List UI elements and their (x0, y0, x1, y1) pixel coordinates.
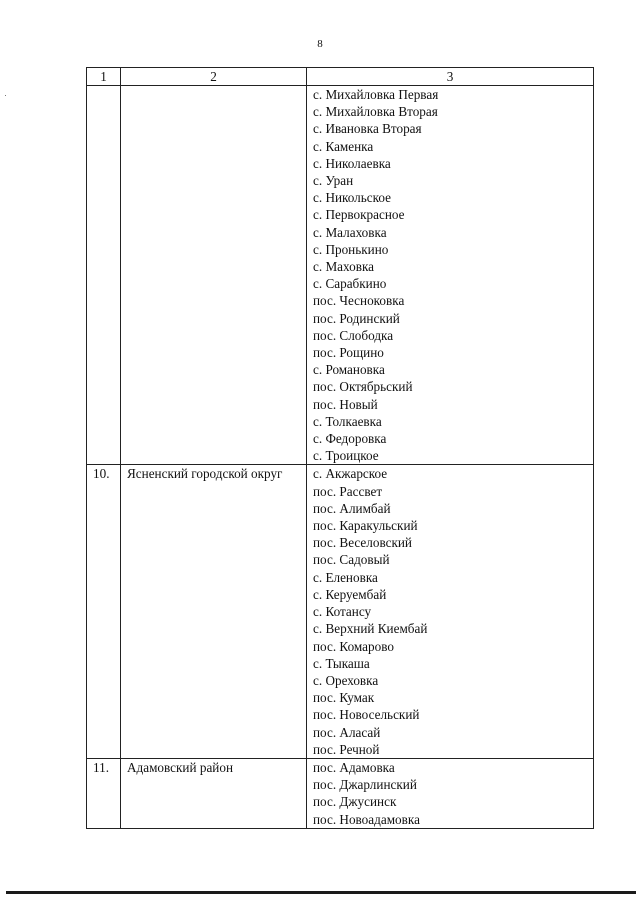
settlement-item: с. Котансу (313, 604, 372, 620)
settlements-cell (307, 758, 594, 828)
district-name (121, 86, 307, 465)
settlement-item: с. Маховка (313, 259, 374, 275)
settlement-item: пос. Комарово (313, 638, 394, 654)
settlement-item: с. Никольское (313, 190, 391, 206)
table-row (87, 86, 594, 465)
settlement-item: пос. Веселовский (313, 535, 412, 551)
header-col-3: 3 (307, 68, 594, 86)
settlement-item: пос. Рощино (313, 345, 384, 361)
settlement-item: с. Еленовка (313, 569, 378, 585)
settlement-item: с. Акжарское (313, 466, 388, 482)
settlement-item: пос. Аласай (313, 724, 381, 740)
row-number (87, 86, 121, 465)
settlement-item: пос. Новосельский (313, 707, 420, 723)
settlement-item: с. Малаховка (313, 224, 387, 240)
page-number: 8 (317, 38, 323, 50)
district-name: Адамовский район (121, 758, 307, 828)
settlement-item: с. Михайловка Первая (313, 87, 439, 102)
settlement-item: пос. Рассвет (313, 483, 383, 499)
settlement-item: с. Федоровка (313, 431, 387, 447)
settlement-item: пос. Новоадамовка (313, 811, 420, 827)
settlement-item: пос. Адамовка (313, 759, 395, 775)
settlement-item: пос. Слободка (313, 327, 394, 343)
settlement-item: пос. Кумак (313, 690, 375, 706)
header-col-2: 2 (121, 68, 307, 86)
row-number: 11. (87, 758, 121, 828)
settlement-item: с. Николаевка (313, 155, 391, 171)
settlement-item: пос. Каракульский (313, 518, 418, 534)
settlement-item: с. Троицкое (313, 448, 379, 464)
settlements-cell (307, 86, 594, 465)
table-row (87, 758, 594, 828)
settlement-item: с. Толкаевка (313, 413, 382, 429)
settlement-item: с. Керуембай (313, 586, 387, 602)
settlement-item: пос. Родинский (313, 310, 400, 326)
settlement-item: пос. Новый (313, 396, 378, 412)
settlement-item: с. Верхний Киембай (313, 621, 428, 637)
settlement-item: пос. Джусинск (313, 794, 397, 810)
settlement-item: пос. Садовый (313, 552, 390, 568)
settlement-item: с. Сарабкино (313, 276, 387, 292)
settlement-item: с. Первокрасное (313, 207, 405, 223)
table-header-row (87, 68, 594, 86)
settlement-item: с. Тыкаша (313, 655, 370, 671)
settlement-item: с. Романовка (313, 362, 385, 378)
settlement-item: с. Ивановка Вторая (313, 121, 422, 137)
header-col-1: 1 (87, 68, 121, 86)
settlement-item: пос. Речной (313, 741, 380, 757)
settlement-item: пос. Джарлинский (313, 777, 417, 793)
settlement-item: с. Каменка (313, 138, 374, 154)
settlement-item: с. Ореховка (313, 672, 379, 688)
row-number: 10. (87, 465, 121, 758)
settlement-item: с. Пронькино (313, 241, 389, 257)
table-row (87, 465, 594, 758)
settlements-cell (307, 465, 594, 758)
settlement-item: пос. Алимбай (313, 500, 391, 516)
margin-mark (5, 95, 6, 96)
settlement-item: пос. Чесноковка (313, 293, 405, 309)
settlement-item: пос. Октябрьский (313, 379, 413, 395)
settlement-item: с. Уран (313, 173, 354, 189)
district-name: Ясненский городской округ (121, 465, 307, 758)
bottom-rule (6, 891, 636, 894)
settlement-item: с. Михайловка Вторая (313, 104, 438, 120)
settlements-table (86, 67, 594, 829)
